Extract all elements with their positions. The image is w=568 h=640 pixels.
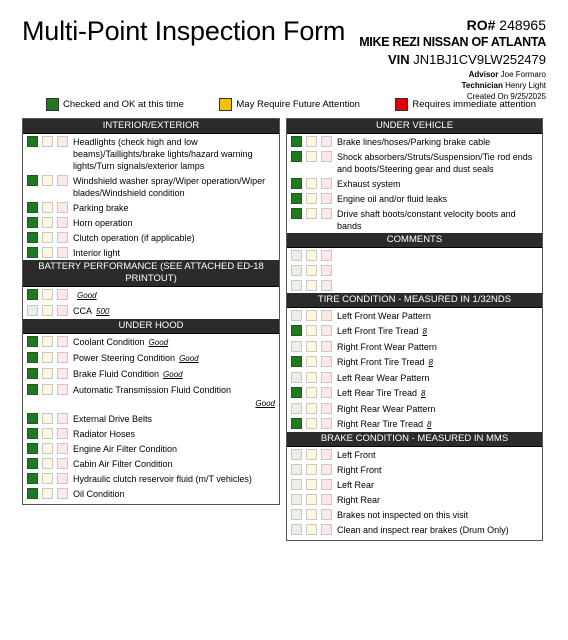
- item-label: Left Front Tire Tread 8: [337, 326, 427, 336]
- status-immediate-box[interactable]: [57, 352, 68, 363]
- item-label: Left Front Wear Pattern: [337, 311, 431, 321]
- status-immediate-box[interactable]: [321, 136, 332, 147]
- item-label: Right Front: [337, 465, 382, 475]
- item-value: Good: [148, 338, 169, 347]
- inspection-row-engine-air-filter: [23, 441, 279, 456]
- status-future-box[interactable]: [306, 178, 317, 189]
- status-ok-box[interactable]: [291, 250, 302, 261]
- status-future-box[interactable]: [42, 202, 53, 213]
- section-header-battery: BATTERY PERFORMANCE (SEE ATTACHED ED-18 PRINTOUT): [23, 260, 279, 287]
- status-future-box[interactable]: [306, 341, 317, 352]
- status-ok-box[interactable]: [291, 341, 302, 352]
- inspection-row-lf-wear: [287, 308, 542, 323]
- status-future-box[interactable]: [42, 136, 53, 147]
- status-immediate-box[interactable]: [57, 384, 68, 395]
- status-ok-box[interactable]: [291, 136, 302, 147]
- status-immediate-box[interactable]: [57, 473, 68, 484]
- item-label: Engine Air Filter Condition: [73, 444, 178, 454]
- item-label: Engine oil and/or fluid leaks: [337, 194, 448, 204]
- status-immediate-box[interactable]: [321, 418, 332, 429]
- section-header-under-hood: UNDER HOOD: [23, 319, 279, 334]
- status-future-box[interactable]: [306, 464, 317, 475]
- status-ok-box[interactable]: [291, 208, 302, 219]
- status-immediate-box[interactable]: [57, 202, 68, 213]
- status-immediate-box[interactable]: [321, 250, 332, 261]
- status-immediate-box[interactable]: [57, 368, 68, 379]
- vin-value: JN1BJ1CV9LW252479: [413, 52, 546, 67]
- item-label: Left Rear Wear Pattern: [337, 373, 430, 383]
- inspection-row-headlights: [23, 134, 279, 173]
- item-label: Clean and inspect rear brakes (Drum Only): [337, 525, 509, 535]
- status-immediate-box[interactable]: [57, 458, 68, 469]
- inspection-row-horn: [23, 215, 279, 230]
- legend-ok-label: Checked and OK at this time: [63, 99, 184, 110]
- status-ok-box[interactable]: [291, 387, 302, 398]
- status-immediate-box[interactable]: [321, 193, 332, 204]
- inspection-row-drum-brakes: [287, 522, 542, 540]
- status-future-box[interactable]: [42, 352, 53, 363]
- item-label: Left Rear Tire Tread 8: [337, 388, 426, 398]
- item-value: Good: [163, 370, 183, 379]
- ro-number: 248965: [499, 17, 546, 33]
- item-label: Brakes not inspected on this visit: [337, 510, 469, 520]
- inspection-row-coolant: [23, 334, 279, 350]
- status-immediate-box[interactable]: [57, 336, 68, 347]
- status-future-box[interactable]: [306, 193, 317, 204]
- status-immediate-box[interactable]: [321, 280, 332, 291]
- item-label: Left Rear: [337, 480, 375, 490]
- item-label: [73, 289, 275, 302]
- status-ok-box[interactable]: [291, 464, 302, 475]
- advisor-name: Joe Formaro: [500, 70, 546, 79]
- status-ok-box[interactable]: [291, 280, 302, 291]
- status-future-box[interactable]: [306, 356, 317, 367]
- inspection-row-shocks: [287, 149, 542, 176]
- status-future-box[interactable]: [306, 509, 317, 520]
- status-future-box[interactable]: [42, 217, 53, 228]
- item-label: Headlights (check high and low beams)/Taillights/brake lights/hazard warning lights/Turn signals/exterior lamps: [73, 137, 253, 171]
- status-future-box[interactable]: [306, 449, 317, 460]
- status-ok-box[interactable]: [27, 136, 38, 147]
- legend-red-swatch: [395, 98, 408, 111]
- item-label: Clutch operation (if applicable): [73, 233, 195, 243]
- status-future-box[interactable]: [306, 372, 317, 383]
- status-immediate-box[interactable]: [321, 387, 332, 398]
- status-future-box[interactable]: [42, 488, 53, 499]
- status-future-box[interactable]: [42, 458, 53, 469]
- status-immediate-box[interactable]: [321, 341, 332, 352]
- status-ok-box[interactable]: [27, 232, 38, 243]
- item-label: Left Front: [337, 450, 376, 460]
- status-ok-box[interactable]: [27, 488, 38, 499]
- status-future-box[interactable]: [306, 208, 317, 219]
- inspection-row-brake-lf: [287, 447, 542, 462]
- inspection-row-rr-wear: [287, 401, 542, 416]
- status-immediate-box[interactable]: [321, 356, 332, 367]
- status-ok-box[interactable]: [291, 310, 302, 321]
- status-immediate-box[interactable]: [321, 479, 332, 490]
- status-ok-box[interactable]: [291, 449, 302, 460]
- status-future-box[interactable]: [42, 175, 53, 186]
- legend-future: [219, 98, 360, 111]
- status-future-box[interactable]: [42, 305, 53, 316]
- item-label: Drive shaft boots/constant velocity boots and bands: [337, 209, 516, 231]
- item-value: Good: [77, 291, 97, 300]
- inspection-row-brake-lines: [287, 134, 542, 149]
- status-future-box[interactable]: [42, 428, 53, 439]
- comment-row: [287, 263, 542, 278]
- item-label: Right Front Wear Pattern: [337, 342, 437, 352]
- item-label: Interior light: [73, 248, 121, 258]
- item-label: Brake Fluid Condition Good: [73, 369, 183, 379]
- item-label: Oil Condition: [73, 489, 125, 499]
- status-ok-box[interactable]: [291, 403, 302, 414]
- status-future-box[interactable]: [306, 403, 317, 414]
- legend: [46, 98, 536, 111]
- item-label: CCA 500: [73, 306, 110, 316]
- inspection-row-cabin-air-filter: [23, 456, 279, 471]
- status-future-box[interactable]: [306, 524, 317, 535]
- status-future-box[interactable]: [306, 479, 317, 490]
- inspection-row-brake-rr: [287, 492, 542, 507]
- status-immediate-box[interactable]: [57, 136, 68, 147]
- item-label: Right Rear Tire Tread 8: [337, 419, 432, 429]
- status-ok-box[interactable]: [291, 524, 302, 535]
- status-immediate-box[interactable]: [321, 151, 332, 162]
- inspection-row-drive-shaft: [287, 206, 542, 233]
- inspection-row-drive-belts: [23, 411, 279, 426]
- status-ok-box[interactable]: [27, 175, 38, 186]
- inspection-row-rf-wear: [287, 339, 542, 354]
- item-label: Windshield washer spray/Wiper operation/Wiper blades/Windshield condition: [73, 176, 266, 198]
- section-header-under-vehicle: UNDER VEHICLE: [287, 119, 542, 134]
- status-immediate-box[interactable]: [321, 208, 332, 219]
- left-column: [22, 118, 280, 505]
- inspection-row-cca: [23, 303, 279, 319]
- right-column: [286, 118, 543, 541]
- status-future-box[interactable]: [306, 136, 317, 147]
- status-future-box[interactable]: [42, 473, 53, 484]
- item-label: Hydraulic clutch reservoir fluid (m/T vehicles): [73, 474, 252, 484]
- vin-label: VIN: [387, 52, 410, 67]
- status-ok-box[interactable]: [27, 202, 38, 213]
- inspection-row-exhaust: [287, 176, 542, 191]
- status-immediate-box[interactable]: [321, 403, 332, 414]
- status-immediate-box[interactable]: [57, 232, 68, 243]
- status-ok-box[interactable]: [291, 151, 302, 162]
- status-ok-box[interactable]: [27, 336, 38, 347]
- status-immediate-box[interactable]: [57, 413, 68, 424]
- inspection-row-battery: [23, 287, 279, 303]
- status-ok-box[interactable]: [27, 368, 38, 379]
- status-future-box[interactable]: [42, 413, 53, 424]
- status-future-box[interactable]: [306, 310, 317, 321]
- status-immediate-box[interactable]: [321, 265, 332, 276]
- legend-immediate-label: Requires immediate attention: [412, 99, 536, 110]
- status-immediate-box[interactable]: [321, 372, 332, 383]
- item-label: Coolant Condition Good: [73, 337, 169, 347]
- item-label: Right Front Tire Tread 8: [337, 357, 433, 367]
- item-label: Exhaust system: [337, 179, 401, 189]
- status-ok-box[interactable]: [27, 305, 38, 316]
- status-future-box[interactable]: [42, 289, 53, 300]
- inspection-row-lr-wear: [287, 370, 542, 385]
- comment-row: [287, 248, 542, 263]
- inspection-row-clutch-reservoir: [23, 471, 279, 486]
- status-immediate-box[interactable]: [57, 428, 68, 439]
- inspection-row-brake-lr: [287, 477, 542, 492]
- status-ok-box[interactable]: [291, 265, 302, 276]
- legend-future-label: May Require Future Attention: [236, 99, 360, 110]
- item-value: 8: [428, 358, 433, 367]
- status-ok-box[interactable]: [27, 413, 38, 424]
- status-ok-box[interactable]: [291, 509, 302, 520]
- inspection-row-lf-tread: [287, 323, 542, 339]
- item-value: 8: [421, 389, 426, 398]
- inspection-row-brakes-not-inspected: [287, 507, 542, 522]
- status-immediate-box[interactable]: [57, 305, 68, 316]
- status-ok-box[interactable]: [27, 352, 38, 363]
- item-value: 8: [422, 327, 427, 336]
- status-immediate-box[interactable]: [321, 464, 332, 475]
- inspection-row-brake-rf: [287, 462, 542, 477]
- advisor-label: Advisor: [468, 70, 499, 79]
- advisor-line: [359, 69, 546, 80]
- created-on: Created On 9/25/2025: [466, 92, 546, 101]
- item-value: 500: [96, 307, 110, 316]
- status-future-box[interactable]: [306, 494, 317, 505]
- status-ok-box[interactable]: [27, 247, 38, 258]
- section-header-brake-condition: BRAKE CONDITION - MEASURED IN MMS: [287, 432, 542, 447]
- status-ok-box[interactable]: [27, 428, 38, 439]
- status-future-box[interactable]: [306, 280, 317, 291]
- comment-row: [287, 278, 542, 293]
- status-ok-box[interactable]: [27, 289, 38, 300]
- item-label: Parking brake: [73, 203, 129, 213]
- status-ok-box[interactable]: [291, 418, 302, 429]
- inspection-row-parking-brake: [23, 200, 279, 215]
- legend-immediate: [395, 98, 536, 111]
- status-immediate-box[interactable]: [57, 217, 68, 228]
- inspection-row-brake-fluid: [23, 366, 279, 382]
- status-future-box[interactable]: [42, 443, 53, 454]
- status-future-box[interactable]: [306, 265, 317, 276]
- status-immediate-box[interactable]: [321, 178, 332, 189]
- item-label: Shock absorbers/Struts/Suspension/Tie rod ends and boots/Steering gear and dust seals: [337, 152, 533, 174]
- item-label: Radiator Hoses: [73, 429, 136, 439]
- status-ok-box[interactable]: [27, 217, 38, 228]
- inspection-row-transmission-fluid: [23, 382, 279, 411]
- status-future-box[interactable]: [306, 418, 317, 429]
- status-ok-box[interactable]: [27, 473, 38, 484]
- status-future-box[interactable]: [306, 151, 317, 162]
- status-ok-box[interactable]: [291, 356, 302, 367]
- status-immediate-box[interactable]: [57, 443, 68, 454]
- inspection-row-power-steering: [23, 350, 279, 366]
- inspection-row-clutch: [23, 230, 279, 245]
- status-ok-box[interactable]: [27, 384, 38, 395]
- inspection-row-oil: [23, 486, 279, 504]
- section-header-comments: COMMENTS: [287, 233, 542, 248]
- legend-yellow-swatch: [219, 98, 232, 111]
- status-immediate-box[interactable]: [57, 247, 68, 258]
- form-title: Multi-Point Inspection Form: [22, 16, 346, 46]
- status-immediate-box[interactable]: [321, 310, 332, 321]
- item-value: 8: [427, 420, 432, 429]
- status-immediate-box[interactable]: [321, 494, 332, 505]
- inspection-row-interior-light: [23, 245, 279, 260]
- status-future-box[interactable]: [42, 247, 53, 258]
- inspection-row-lr-tread: [287, 385, 542, 401]
- technician-label: Technician: [461, 81, 503, 90]
- item-label: Automatic Transmission Fluid Condition Good: [73, 385, 275, 408]
- status-future-box[interactable]: [306, 325, 317, 336]
- item-label: Right Rear: [337, 495, 381, 505]
- status-future-box[interactable]: [306, 250, 317, 261]
- vin-line: [359, 51, 546, 69]
- status-ok-box[interactable]: [291, 325, 302, 336]
- section-header-interior: INTERIOR/EXTERIOR: [23, 119, 279, 134]
- status-future-box[interactable]: [306, 387, 317, 398]
- inspection-row-rf-tread: [287, 354, 542, 370]
- status-immediate-box[interactable]: [321, 524, 332, 535]
- ro-label: RO#: [466, 17, 496, 33]
- section-header-tire-condition: TIRE CONDITION - MEASURED IN 1/32NDS: [287, 293, 542, 308]
- status-immediate-box[interactable]: [321, 449, 332, 460]
- inspection-row-radiator-hoses: [23, 426, 279, 441]
- status-immediate-box[interactable]: [57, 175, 68, 186]
- status-future-box[interactable]: [42, 368, 53, 379]
- inspection-row-windshield: [23, 173, 279, 200]
- technician-line: [359, 80, 546, 91]
- item-label: Cabin Air Filter Condition: [73, 459, 173, 469]
- item-label: Horn operation: [73, 218, 133, 228]
- item-label: Power Steering Condition Good: [73, 353, 199, 363]
- ro-line: [359, 16, 546, 34]
- status-ok-box[interactable]: [291, 479, 302, 490]
- status-ok-box[interactable]: [291, 193, 302, 204]
- legend-green-swatch: [46, 98, 59, 111]
- status-ok-box[interactable]: [291, 178, 302, 189]
- status-immediate-box[interactable]: [57, 289, 68, 300]
- technician-name: Henry Light: [505, 81, 546, 90]
- header-info: [359, 16, 546, 102]
- item-value: Good: [255, 399, 275, 408]
- inspection-row-rr-tread: [287, 416, 542, 432]
- status-future-box[interactable]: [42, 232, 53, 243]
- legend-ok: [46, 98, 184, 111]
- status-ok-box[interactable]: [27, 458, 38, 469]
- item-label: Right Rear Wear Pattern: [337, 404, 436, 414]
- status-immediate-box[interactable]: [321, 325, 332, 336]
- item-label: External Drive Belts: [73, 414, 153, 424]
- dealer-name: MIKE REZI NISSAN OF ATLANTA: [359, 35, 546, 49]
- item-label: Brake lines/hoses/Parking brake cable: [337, 137, 491, 147]
- status-ok-box[interactable]: [291, 372, 302, 383]
- status-ok-box[interactable]: [27, 443, 38, 454]
- item-value: Good: [179, 354, 199, 363]
- status-ok-box[interactable]: [291, 494, 302, 505]
- status-immediate-box[interactable]: [321, 509, 332, 520]
- status-future-box[interactable]: [42, 336, 53, 347]
- status-immediate-box[interactable]: [57, 488, 68, 499]
- inspection-row-leaks: [287, 191, 542, 206]
- status-future-box[interactable]: [42, 384, 53, 395]
